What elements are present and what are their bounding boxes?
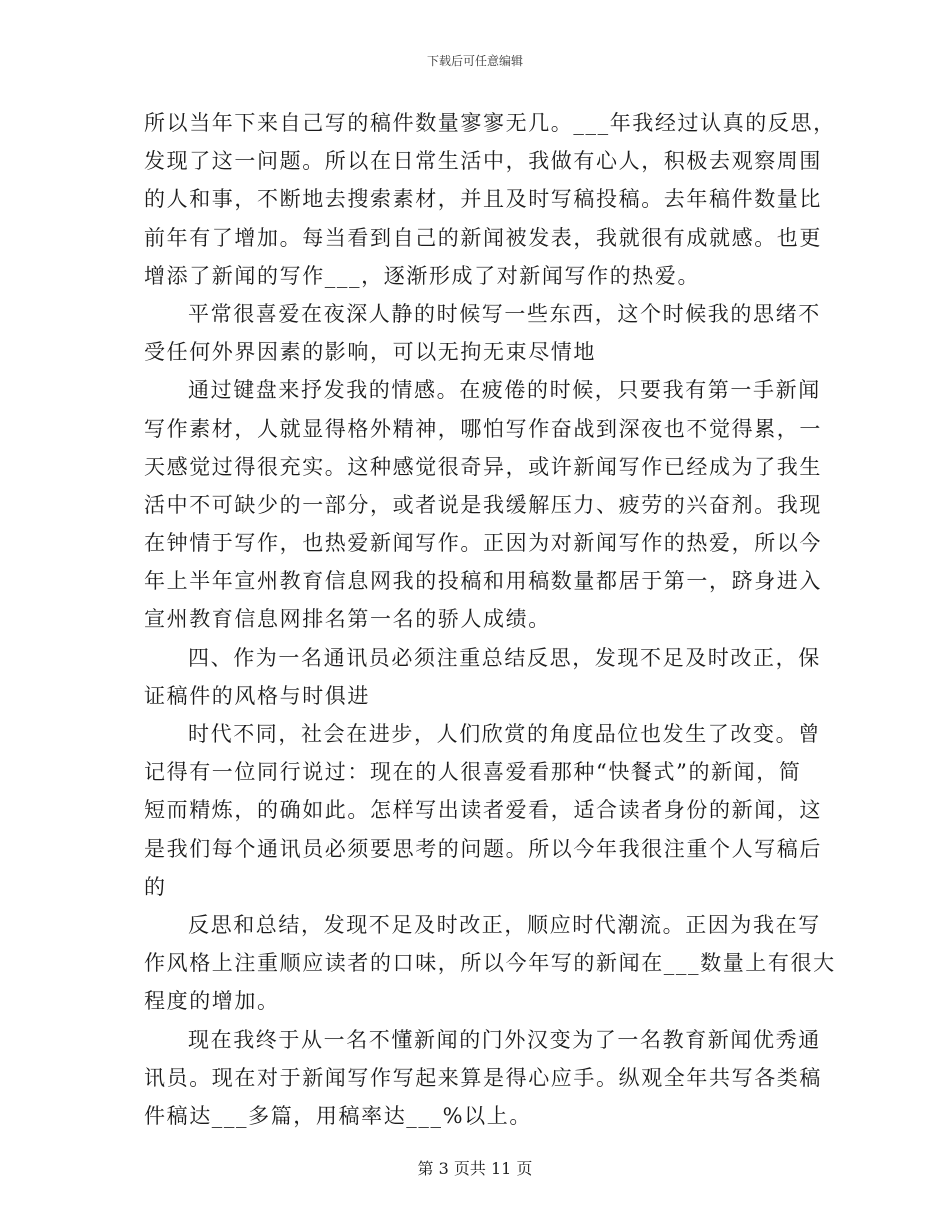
text-line: 平常很喜爱在夜深人静的时候写一些东西，这个时候我的思绪不 (188, 301, 821, 326)
text-line: 证稿件的风格与时俱进 (144, 683, 370, 708)
text-line: 现在我终于从一名不懂新闻的门外汉变为了一名教育新闻优秀通 (188, 1027, 821, 1052)
text-line: 年上半年宣州教育信息网我的投稿和用稿数量都居于第一，跻身进入 (144, 569, 822, 594)
text-line: 写作素材，人就显得格外精神，哪怕写作奋战到深夜也不觉得累，一 (144, 416, 822, 441)
text-line: 是我们每个通讯员必须要思考的问题。所以今年我很注重个人写稿后 (144, 836, 822, 861)
text-line: 通过键盘来抒发我的情感。在疲倦的时候，只要我有第一手新闻 (188, 378, 821, 403)
text-line: 时代不同，社会在进步，人们欣赏的角度品位也发生了改变。曾 (188, 722, 821, 746)
text-line: 短而精炼，的确如此。怎样写出读者爱看，适合读者身份的新闻，这 (144, 798, 822, 823)
text-line: 的人和事，不断地去搜索素材，并且及时写稿投稿。去年稿件数量比 (144, 187, 822, 212)
text-line: 所以当年下来自己写的稿件数量寥寥无几。___年我经过认真的反思， (144, 111, 836, 135)
text-line: 的 (144, 874, 167, 899)
text-line: 在钟情于写作，也热爱新闻写作。正因为对新闻写作的热爱，所以今 (144, 531, 822, 556)
text-line: 受任何外界因素的影响，可以无拘无束尽情地 (144, 340, 596, 365)
text-line: 发现了这一问题。所以在日常生活中，我做有心人，积极去观察周围 (144, 149, 822, 174)
text-line: 天感觉过得很充实。这种感觉很奇异，或许新闻写作已经成为了我生 (144, 454, 822, 479)
text-line: 反思和总结，发现不足及时改正，顺应时代潮流。正因为我在写 (188, 912, 821, 937)
text-line: 作风格上注重顺应读者的口味，所以今年写的新闻在___数量上有很大 (144, 951, 836, 976)
page-number: 第 3 页共 11 页 (417, 1159, 533, 1178)
text-line: 增添了新闻的写作___，逐渐形成了对新闻写作的热爱。 (144, 263, 701, 288)
document-body (144, 104, 836, 1135)
text-line: 四、作为一名通讯员必须注重总结反思，发现不足及时改正，保 (188, 645, 821, 670)
text-line: 讯员。现在对于新闻写作写起来算是得心应手。纵观全年共写各类稿 (144, 1065, 822, 1090)
text-line: 前年有了增加。每当看到自己的新闻被发表，我就很有成就感。也更 (144, 225, 822, 250)
text-line: 程度的增加。 (144, 989, 280, 1014)
text-line: 活中不可缺少的一部分，或者说是我缓解压力、疲劳的兴奋剂。我现 (144, 492, 822, 517)
text-line: 宣州教育信息网排名第一名的骄人成绩。 (144, 607, 551, 632)
text-line: 记得有一位同行说过：现在的人很喜爱看那种“快餐式”的新闻，简 (144, 760, 802, 785)
page-header: 下载后可任意编辑 (426, 54, 523, 68)
text-line: 件稿达___多篇，用稿率达___%以上。 (144, 1103, 532, 1128)
